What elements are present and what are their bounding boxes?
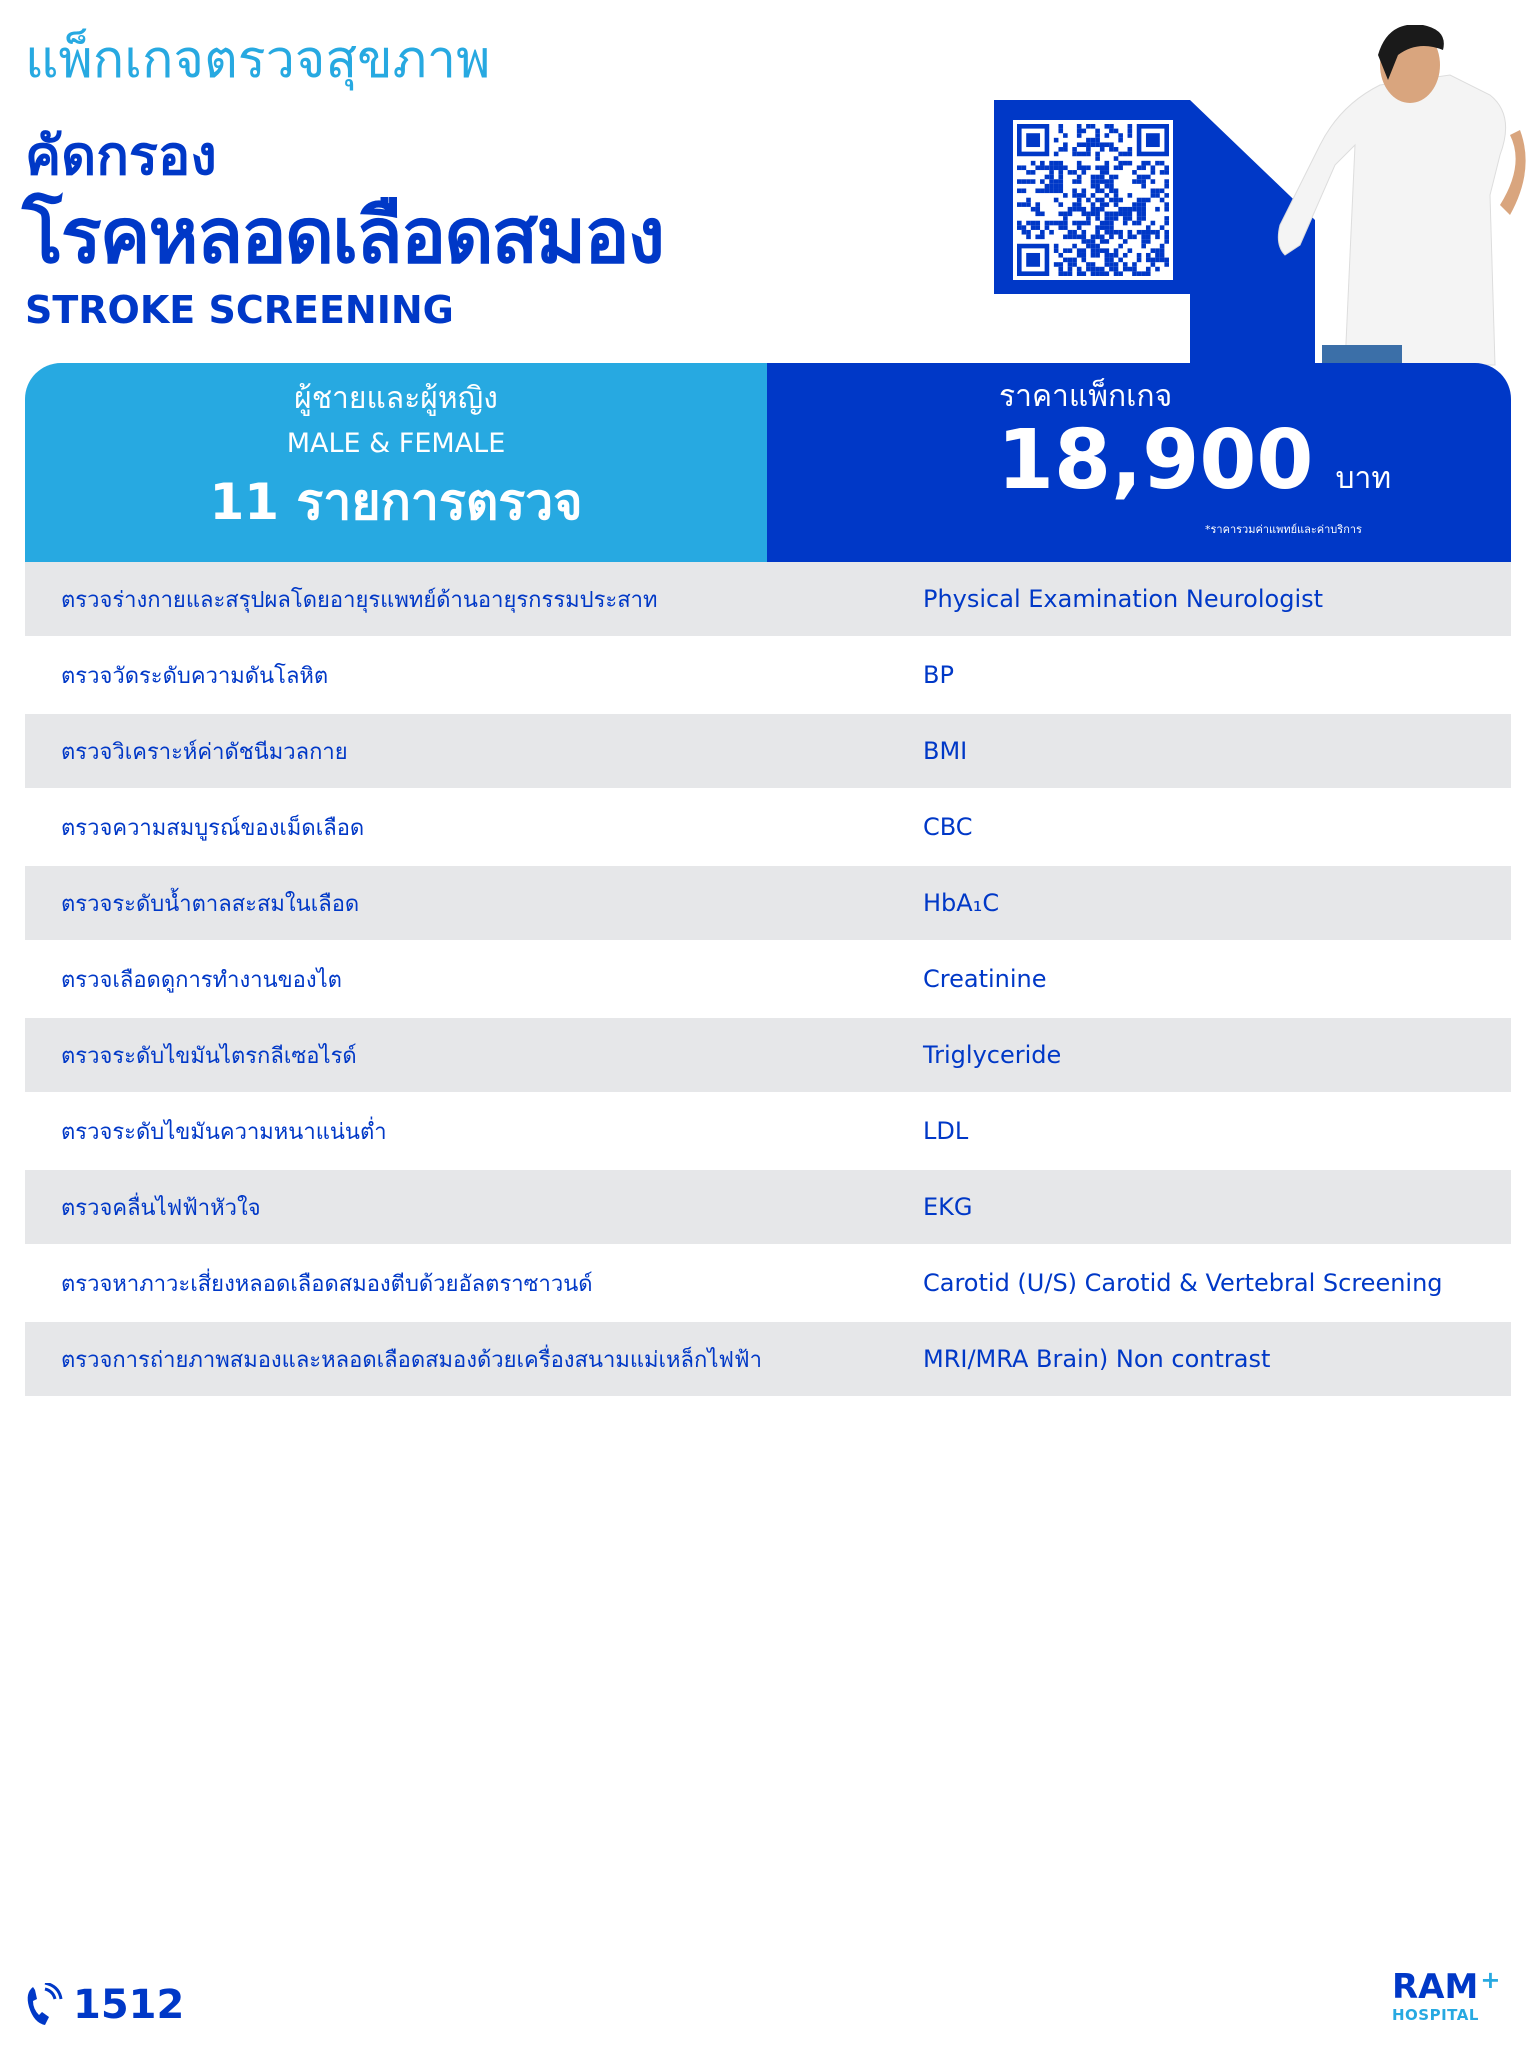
table-row [25, 1322, 1511, 1398]
gender-th: ผู้ชายและผู้หญิง [294, 381, 498, 416]
item-name-th: ตรวจระดับไขมันไตรกลีเซอไรด์ [61, 1043, 357, 1069]
item-name-th: ตรวจการถ่ายภาพสมองและหลอดเลือดสมองด้วยเครื่องสนามแม่เหล็กไฟฟ้า [61, 1347, 762, 1373]
price-line [997, 415, 1391, 507]
item-name-th: ตรวจระดับไขมันความหนาแน่นต่ำ [61, 1119, 387, 1145]
gender-en: MALE & FEMALE [286, 428, 506, 459]
item-count: 11 รายการตรวจ [209, 473, 583, 531]
item-name-th: ตรวจหาภาวะเสี่ยงหลอดเลือดสมองตีบด้วยอัลตราซาวนด์ [61, 1271, 593, 1297]
table-row [25, 638, 1511, 714]
logo-main: RAM [1392, 1967, 1479, 2007]
item-name-th: ตรวจร่างกายและสรุปผลโดยอายุรแพทย์ด้านอายุรกรรมประสาท [61, 587, 658, 613]
price-label: ราคาแพ็กเกจ [999, 379, 1173, 414]
phone-icon [25, 1983, 65, 2027]
running-man-image [1180, 25, 1530, 370]
hotline[interactable] [25, 1982, 184, 2028]
table-row [25, 942, 1511, 1018]
price-amount: 18,900 [997, 413, 1314, 508]
table-row [25, 1170, 1511, 1246]
item-name-en: BP [923, 661, 954, 689]
item-name-th: ตรวจความสมบูรณ์ของเม็ดเลือด [61, 815, 365, 841]
item-name-th: ตรวจวัดระดับความดันโลหิต [61, 663, 329, 689]
item-name-th: ตรวจคลื่นไฟฟ้าหัวใจ [61, 1195, 261, 1221]
audience-panel [25, 363, 767, 562]
plus-icon: + [1480, 1966, 1501, 1994]
price-currency: บาท [1335, 461, 1392, 496]
item-name-en: Triglyceride [923, 1041, 1062, 1069]
logo-sub: HOSPITAL [1392, 2006, 1479, 2024]
price-note: *ราคารวมค่าแพทย์และค่าบริการ [1205, 523, 1362, 536]
item-name-en: CBC [923, 813, 973, 841]
ram-hospital-logo [1392, 1968, 1522, 2024]
item-name-en: LDL [923, 1117, 969, 1145]
page-title-en: STROKE SCREENING [25, 288, 454, 332]
subtitle: คัดกรอง [25, 124, 217, 187]
item-name-th: ตรวจวิเคราะห์ค่าดัชนีมวลกาย [61, 739, 348, 765]
item-name-en: EKG [923, 1193, 973, 1221]
table-row [25, 866, 1511, 942]
table-row [25, 790, 1511, 866]
test-items-table [25, 562, 1511, 1398]
item-name-en: MRI/MRA Brain) Non contrast [923, 1345, 1271, 1373]
phone-number: 1512 [73, 1982, 185, 2028]
item-name-en: Physical Examination Neurologist [923, 585, 1324, 613]
page-title: โรคหลอดเลือดสมอง [22, 191, 663, 280]
item-name-en: HbA₁C [923, 889, 1000, 917]
table-row [25, 1094, 1511, 1170]
table-row [25, 714, 1511, 790]
table-row [25, 1246, 1511, 1322]
item-name-en: Creatinine [923, 965, 1047, 993]
item-name-en: BMI [923, 737, 968, 765]
qr-code[interactable] [1013, 120, 1173, 280]
table-row [25, 562, 1511, 638]
item-name-en: Carotid (U/S) Carotid & Vertebral Screening [923, 1269, 1443, 1297]
price-panel [767, 363, 1511, 562]
table-row [25, 1018, 1511, 1094]
package-label: แพ็กเกจตรวจสุขภาพ [25, 30, 491, 90]
item-name-th: ตรวจเลือดดูการทำงานของไต [61, 967, 342, 993]
item-name-th: ตรวจระดับน้ำตาลสะสมในเลือด [61, 891, 360, 917]
